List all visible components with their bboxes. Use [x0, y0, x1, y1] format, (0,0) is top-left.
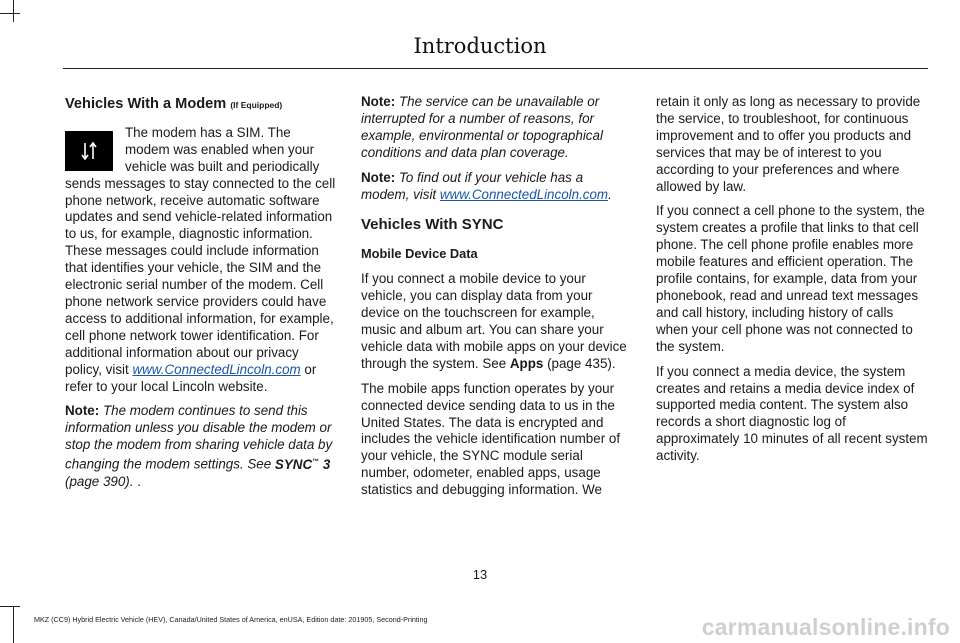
modem-check-note: Note: To find out if your vehicle has a modem, visit www.ConnectedLincoln.com.	[361, 169, 612, 202]
cell-phone-profile-paragraph: If you connect a cell phone to the system, the system creates a profile that links to that cell phone. The cell phone profile enables more mobile features and efficient operation. The profile contains, for example, data from your phonebook, read and unread text messages and call history, including history of calls when your cell phone was not connected to the system.	[656, 203, 925, 354]
service-note: Note: The service can be unavailable or interrupted for a number of reasons, for example, environmental or topographical conditions and data plan coverage.	[361, 94, 603, 160]
crop-mark-top-left-h	[0, 13, 20, 14]
page-title: Introduction	[413, 34, 547, 58]
mobile-device-paragraph: If you connect a mobile device to your vehicle, you can display data from your device on the touchscreen for example, music and album art. You can share your vehicle data with mobile apps on your device through the system. See Apps (page 435).	[361, 271, 627, 371]
connected-lincoln-link[interactable]: www.ConnectedLincoln.com	[132, 361, 301, 377]
connected-lincoln-link-2[interactable]: www.ConnectedLincoln.com	[439, 186, 609, 202]
watermark: carmanualsonline.info	[701, 614, 950, 640]
mobile-apps-paragraph: The mobile apps function operates by your connected device sending data to us in the United States. The data is encrypted and includes the vehicle identification number of your vehicle, the SYNC module serial number, odometer, enabled apps, usage statistics and debugging information. We	[361, 380, 621, 498]
apps-reference[interactable]: Apps	[509, 355, 544, 371]
page-number: 13	[472, 567, 488, 582]
equipped-qualifier: (If Equipped)	[230, 100, 283, 110]
modem-note: Note: The modem continues to send this information unless you disable the modem or stop the modem from sharing vehicle data by changing the modem settings. See SYNC™ 3 (page 390). .	[65, 403, 333, 489]
sync3-reference[interactable]: SYNC™ 3	[274, 456, 331, 472]
edition-footer: MKZ (CC9) Hybrid Electric Vehicle (HEV), Canada/United States of America, enUSA, Edition date: 201905, Second-Printing	[34, 615, 428, 624]
header-rule	[63, 68, 928, 69]
crop-mark-bottom-left-v	[13, 606, 14, 643]
retention-paragraph: retain it only as long as necessary to provide the service, to troubleshoot, for continuous improvement and to offer you products and services that may be of interest to you according to your preferences and where allowed by law.	[656, 94, 921, 194]
column-2	[361, 94, 633, 507]
modem-description: The modem has a SIM. The modem was enabled when your vehicle was built and periodically sends messages to stay connected to the cell phone network, receive automatic software updates and send vehicle-related information to us, for example, diagnostic information. These messages could include information that identifies your vehicle, the SIM and the electronic serial number of the modem. Cell phone network service providers could have access to additional information, for example, cell phone network tower identification. For additional information about our privacy policy, visit www.ConnectedLincoln.com or refer to your local Lincoln website.	[65, 124, 336, 394]
subheading-mobile-device-data: Mobile Device Data	[361, 246, 478, 262]
section-heading-modem: Vehicles With a Modem (If Equipped)	[65, 96, 283, 112]
media-device-paragraph: If you connect a media device, the system creates and retains a media device index of supported media content. The system also records a short diagnostic log of approximately 10 minutes of all recent system activity.	[656, 363, 928, 464]
crop-mark-bottom-left-h	[0, 606, 20, 607]
modem-arrows-icon	[65, 131, 113, 171]
section-heading-sync: Vehicles With SYNC	[361, 216, 504, 234]
column-1	[65, 94, 337, 498]
column-3	[656, 94, 928, 473]
crop-mark-top-left-v	[13, 0, 14, 22]
